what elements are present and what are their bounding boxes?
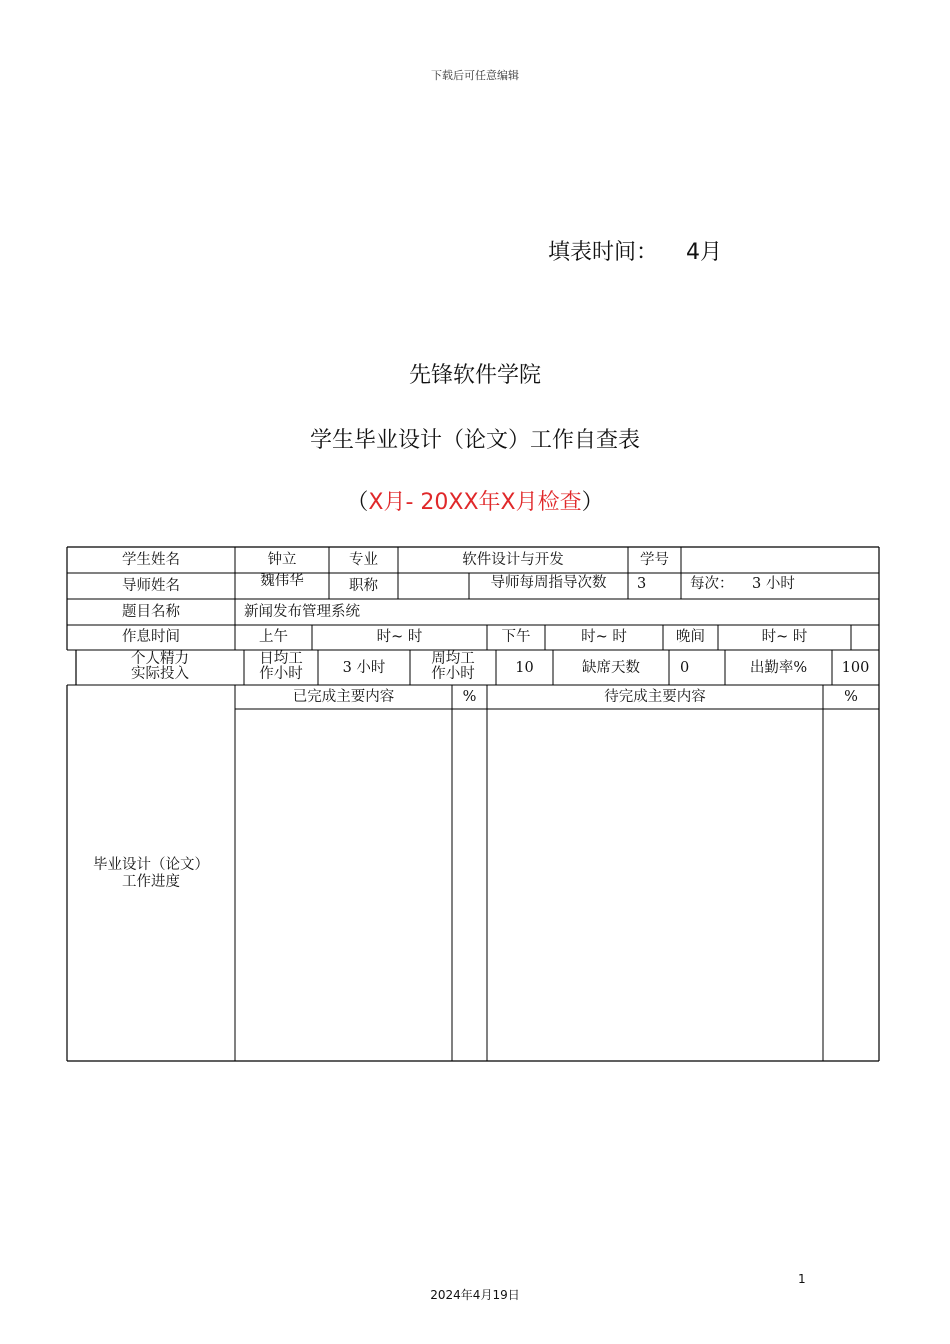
period-open: （ — [346, 490, 369, 515]
progress-label — [67, 857, 235, 891]
topic-value: 新闻发布管理系统 — [244, 604, 360, 620]
daily-label-line1: 日均工 — [259, 651, 303, 667]
fill-time-value: 4月 — [686, 240, 723, 265]
student-name-value: 钟立 — [267, 552, 297, 568]
major-value: 软件设计与开发 — [462, 552, 564, 568]
fill-time-label: 填表时间： — [548, 240, 659, 265]
advisor-value: 魏伟华 — [260, 573, 304, 589]
header-note: 下载后可任意编辑 — [431, 69, 519, 82]
major-label: 专业 — [349, 552, 378, 568]
per-session-label: 每次： — [690, 576, 734, 592]
effort-label — [76, 652, 244, 682]
done-percent-header: % — [462, 689, 477, 705]
footer-date: 2024年4月19日 — [430, 1288, 520, 1302]
title-label: 职称 — [349, 578, 378, 594]
evening-label: 晚间 — [676, 629, 705, 645]
weekly-guidance-label: 导师每周指导次数 — [490, 575, 607, 591]
per-session-value: 3 小时 — [752, 576, 795, 592]
student-name-label: 学生姓名 — [122, 552, 180, 568]
daily-hours-label — [244, 652, 318, 682]
afternoon-range: 时~ 时 — [581, 629, 627, 645]
period-close: ） — [581, 490, 604, 515]
attendance-label: 出勤率% — [749, 660, 808, 676]
weekly-label-line1: 周均工 — [431, 651, 475, 667]
daily-label-line2: 作小时 — [259, 666, 303, 682]
form-title: 学生毕业设计（论文）工作自查表 — [309, 428, 640, 453]
effort-label-line1: 个人精力 — [131, 651, 189, 667]
todo-header: 待完成主要内容 — [604, 689, 706, 705]
evening-range: 时~ 时 — [761, 629, 808, 645]
weekly-hours-label — [410, 652, 496, 682]
progress-label-line1: 毕业设计（论文） — [93, 857, 209, 873]
morning-range: 时~ 时 — [376, 629, 423, 645]
weekly-hours-value: 10 — [515, 660, 534, 676]
weekly-label-line2: 作小时 — [431, 666, 475, 682]
weekly-guidance-value: 3 — [637, 576, 647, 592]
effort-label-line2: 实际投入 — [131, 666, 189, 682]
done-header: 已完成主要内容 — [292, 689, 395, 705]
student-id-label: 学号 — [640, 552, 669, 568]
absence-label: 缺席天数 — [582, 660, 640, 676]
schedule-label: 作息时间 — [122, 629, 180, 645]
daily-hours-value: 3 小时 — [342, 660, 386, 676]
period-text: X月- 20XX年X月检查 — [368, 490, 582, 515]
page-number: 1 — [798, 1272, 806, 1286]
advisor-label: 导师姓名 — [122, 578, 180, 594]
absence-value: 0 — [680, 660, 690, 676]
attendance-value: 100 — [841, 660, 870, 676]
school-name: 先锋软件学院 — [408, 363, 541, 388]
todo-percent-header: % — [844, 689, 858, 705]
progress-label-line2: 工作进度 — [122, 874, 180, 890]
topic-label: 题目名称 — [122, 604, 180, 620]
afternoon-label: 下午 — [501, 629, 531, 645]
morning-label: 上午 — [259, 629, 288, 645]
